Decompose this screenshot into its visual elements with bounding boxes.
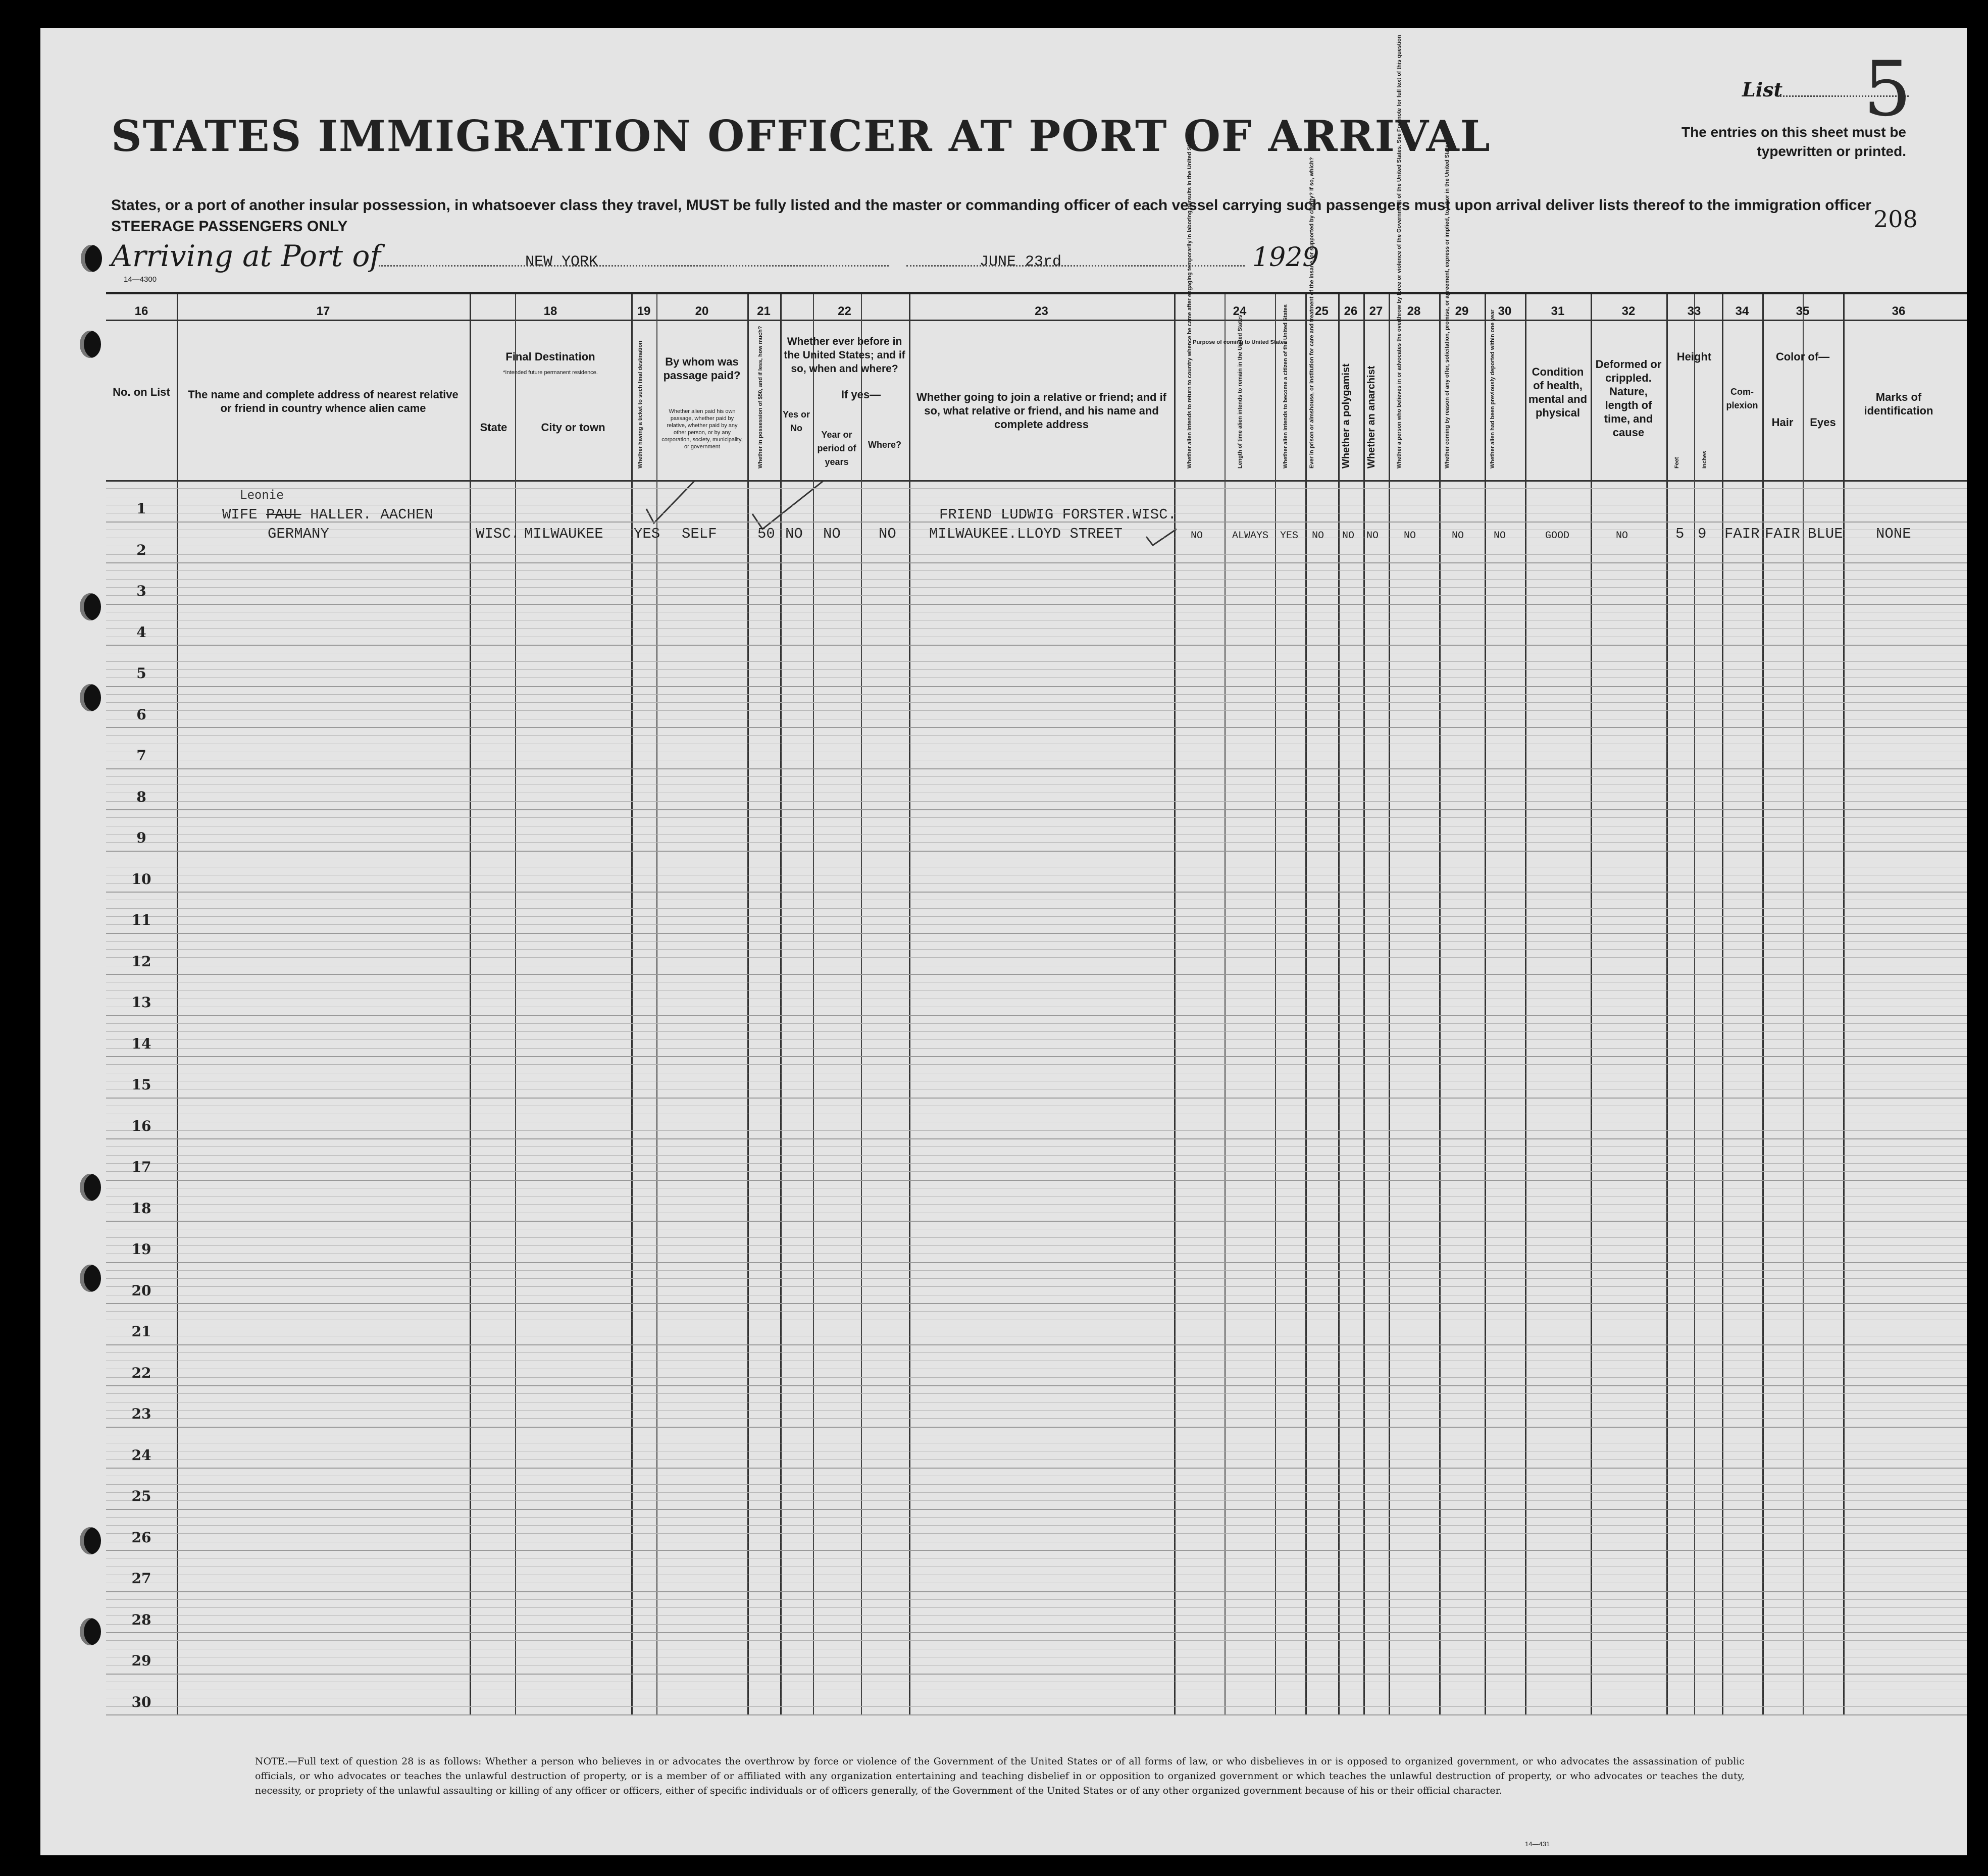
page-title: STATES IMMIGRATION OFFICER AT PORT OF ARRIVAL — [111, 111, 1491, 161]
entry-health: GOOD — [1545, 530, 1570, 542]
header-ticket: Whether having a ticket to such final destination — [637, 340, 643, 468]
ruled-line — [106, 1311, 1967, 1312]
row-number: 9 — [136, 829, 146, 846]
row-divider — [106, 892, 1967, 893]
row-divider — [106, 1180, 1967, 1181]
col-divider — [861, 294, 862, 1715]
col-divider — [909, 294, 910, 1715]
ruled-line — [106, 1517, 1967, 1518]
row-number: 2 — [136, 541, 146, 558]
col-divider — [1275, 294, 1276, 1715]
col-divider — [515, 294, 516, 1715]
entry-eyes: BLUE — [1808, 526, 1843, 542]
col-number: 33 — [1687, 304, 1701, 318]
ruled-line — [106, 587, 1967, 588]
ruled-line — [106, 1270, 1967, 1271]
row-number: 21 — [131, 1323, 151, 1340]
col-number: 18 — [543, 304, 557, 318]
entry-marks: NONE — [1876, 526, 1911, 542]
col-number: 34 — [1735, 304, 1749, 318]
row-number: 11 — [131, 912, 151, 928]
footnote: NOTE.—Full text of question 28 is as follows: Whether a person who believes in or advocates the overthrow by force or violence of the Government of the United States or of all forms of law, or who disbelieves in or is opposed to organized government, or who advocates the assassination of public officials, or who advocates or teaches the unlawful destruction of property, or is a member of or affiliated with any organization entertaining and teaching disbelief in or opposition to organized government or which teaches the unlawful destruction of property, or who advocates or teaches the duty, necessity, or propriety of the unlawful assaulting or killing of any officer or officers, either of specific individuals or of officers generally, of the Government of the United States or of any other organized government because of his or their official character. — [255, 1756, 1745, 1796]
header-deformed: Deformed or crippled. Nature, length of time, and cause — [1595, 358, 1662, 439]
header-top-rule — [106, 320, 1967, 321]
row-divider — [106, 1550, 1967, 1551]
ruled-line — [106, 1500, 1967, 1501]
row-divider — [106, 1591, 1967, 1592]
col-number: 30 — [1498, 304, 1512, 318]
ruled-line — [106, 924, 1967, 925]
page-number: 208 — [1873, 205, 1918, 233]
row-number: 10 — [131, 870, 151, 888]
punch-hole — [80, 1527, 101, 1554]
header-no-on-list: No. on List — [113, 386, 170, 398]
row-number: 6 — [136, 706, 146, 723]
entry-state: WISC. — [476, 526, 520, 542]
header-purpose-citizen: Whether alien intends to become a citizen of the United States — [1283, 304, 1289, 468]
entry-return: NO — [1191, 530, 1203, 542]
year-value: 1929 — [1252, 242, 1319, 273]
col-divider — [1591, 294, 1592, 1715]
entry-deformed: NO — [1616, 530, 1628, 542]
col-number: 16 — [134, 304, 148, 318]
entry-anarchist: NO — [1366, 530, 1379, 542]
entry-joining-line1: FRIEND LUDWIG FORSTER.WISC. — [939, 506, 1177, 523]
ruled-line — [106, 1064, 1967, 1065]
col-number: 22 — [838, 304, 851, 318]
entry-year-period: NO — [823, 526, 841, 542]
ruled-line — [106, 1286, 1967, 1287]
header-purpose-length: Length of time alien intends to remain in the United States — [1237, 315, 1243, 468]
ruled-line — [106, 916, 1967, 917]
ruled-line — [106, 1410, 1967, 1411]
ruled-line — [106, 1484, 1967, 1485]
ruled-line — [106, 1039, 1967, 1040]
header-purpose-return: Whether alien intends to return to country whence he came after engaging temporarily in laboring pursuits in the United States — [1187, 133, 1193, 468]
header-where: Where? — [868, 440, 901, 450]
row-divider — [106, 727, 1967, 728]
col-divider — [1762, 294, 1764, 1715]
row-number: 13 — [131, 994, 151, 1011]
row-divider — [106, 1674, 1967, 1675]
row-number: 5 — [136, 665, 146, 682]
relative-handwritten: Leonie — [240, 488, 284, 502]
col-number: 24 — [1233, 304, 1247, 318]
entry-citizen: YES — [1280, 530, 1299, 542]
row-divider — [106, 1303, 1967, 1304]
entries-note: The entries on this sheet must be typewritten or printed. — [1681, 124, 1906, 159]
header-eyes: Eyes — [1810, 416, 1836, 429]
col-divider — [1803, 294, 1804, 1715]
row-number: 12 — [131, 953, 151, 970]
ruled-line — [106, 570, 1967, 571]
col-divider — [1666, 294, 1668, 1715]
header-q30: Whether alien had been previously deported within one year — [1490, 309, 1496, 468]
entry-city: MILWAUKEE — [524, 526, 603, 542]
relative-struck-name: PAUL — [266, 506, 301, 523]
col-number: 25 — [1315, 304, 1329, 318]
entry-relative-line1 — [222, 506, 433, 523]
col-divider — [177, 294, 178, 1715]
entry-relative-line2: GERMANY — [268, 526, 329, 542]
col-divider — [1843, 294, 1845, 1715]
header-paid-by-note: Whether alien paid his own passage, whether paid by relative, whether paid by any other person, or by any corporation, society, municipality, or government — [661, 408, 743, 450]
entry-joining-line2: MILWAUKEE.LLOYD STREET — [929, 526, 1123, 542]
col-number: 27 — [1369, 304, 1383, 318]
row-divider — [106, 645, 1967, 646]
header-prison: Ever in prison or almshouse, or institution for care and treatment of the insane, or supported by charity? If so, which? — [1309, 157, 1315, 468]
row-number: 26 — [131, 1529, 151, 1546]
ruled-line — [106, 1377, 1967, 1378]
row-divider — [106, 562, 1967, 563]
ruled-line — [106, 1525, 1967, 1526]
row-divider — [106, 1344, 1967, 1345]
header-q29: Whether coming by reason of any offer, solicitation, promise, or agreement, express or implied, to labor in the United States — [1444, 141, 1450, 468]
ruled-line — [106, 1278, 1967, 1279]
ruled-line — [106, 1245, 1967, 1246]
ruled-line — [106, 1023, 1967, 1024]
header-possession: Whether in possession of $50, and if less, how much? — [757, 326, 763, 468]
row-number: 30 — [131, 1693, 151, 1710]
col-number: 36 — [1892, 304, 1906, 318]
ruled-line — [106, 1130, 1967, 1131]
header-hair: Hair — [1771, 416, 1794, 429]
col-divider — [631, 294, 633, 1715]
row-divider — [106, 809, 1967, 810]
ruled-line — [106, 1599, 1967, 1600]
row-number: 24 — [131, 1446, 151, 1464]
row-divider — [106, 933, 1967, 934]
row-divider — [106, 1632, 1967, 1633]
row-divider — [106, 768, 1967, 769]
col-number: 31 — [1551, 304, 1565, 318]
row-divider — [106, 1015, 1967, 1016]
ruled-line — [106, 735, 1967, 736]
row-divider — [106, 1385, 1967, 1386]
row-divider — [106, 851, 1967, 852]
row-divider — [106, 1468, 1967, 1469]
row-number: 7 — [136, 747, 146, 764]
col-divider — [1225, 294, 1226, 1715]
ruled-line — [106, 817, 1967, 818]
punch-hole — [80, 684, 101, 711]
ruled-line — [106, 1492, 1967, 1493]
ruled-line — [106, 776, 1967, 777]
header-feet: Feet — [1674, 457, 1680, 468]
punch-hole — [80, 331, 101, 358]
row-divider — [106, 1221, 1967, 1222]
ruled-line — [106, 1533, 1967, 1534]
ruled-line — [106, 1640, 1967, 1641]
col-number: 23 — [1035, 304, 1048, 318]
col-number: 35 — [1796, 304, 1810, 318]
ruled-line — [106, 941, 1967, 942]
entry-polygamist: NO — [1342, 530, 1355, 542]
ruled-line — [106, 669, 1967, 670]
row-divider — [106, 1427, 1967, 1428]
entry-paid-by: SELF — [682, 526, 717, 542]
row-number: 14 — [131, 1035, 151, 1052]
ruled-line — [106, 842, 1967, 843]
row-number: 8 — [136, 788, 146, 805]
ruled-line — [106, 1624, 1967, 1625]
entry-where: NO — [879, 526, 896, 542]
row-number: 22 — [131, 1364, 151, 1381]
row-divider — [106, 1098, 1967, 1099]
row-number: 27 — [131, 1570, 151, 1587]
col-number: 29 — [1455, 304, 1469, 318]
header-relative-address: The name and complete address of nearest relative or friend in country whence alien came — [188, 388, 458, 414]
header-purpose: Purpose of coming to United States — [1193, 339, 1287, 345]
entry-possession: 50 — [757, 526, 775, 542]
ruled-line — [106, 834, 1967, 835]
ruled-line — [106, 488, 1967, 489]
row-divider — [106, 1056, 1967, 1057]
header-before-in-us: Whether ever before in the United States; and if so, when and where? — [784, 336, 905, 375]
row-number: 23 — [131, 1405, 151, 1422]
entry-inches: 9 — [1698, 526, 1707, 542]
entry-q29: NO — [1452, 530, 1464, 542]
port-dotted-line — [379, 265, 889, 267]
ruled-line — [106, 702, 1967, 703]
steerage-label: STEERAGE PASSENGERS ONLY — [111, 218, 348, 235]
relative-rest: HALLER. AACHEN — [310, 506, 433, 523]
ruled-line — [106, 1607, 1967, 1608]
header-q28: Whether a person who believes in or advocates the overthrow by force or violence of the Government of the United States. See Footnote for full text of this question — [1396, 35, 1402, 468]
row-number: 15 — [131, 1076, 151, 1093]
entry-feet: 5 — [1675, 526, 1685, 542]
header-marks: Marks of identification — [1864, 391, 1933, 417]
row-number: 16 — [131, 1117, 151, 1134]
footnote-code: 14—431 — [1525, 1840, 1550, 1848]
header-yes-no: Yes or No — [782, 409, 810, 433]
col-number: 28 — [1407, 304, 1421, 318]
ruled-line — [106, 554, 1967, 555]
row-number: 28 — [131, 1611, 151, 1628]
entry-ticket: YES — [634, 526, 660, 542]
ruled-line — [106, 1155, 1967, 1156]
row-number: 18 — [131, 1200, 151, 1217]
ruled-line — [106, 1031, 1967, 1032]
ruled-line — [106, 957, 1967, 958]
row-number: 19 — [131, 1241, 151, 1258]
col-divider — [1722, 294, 1723, 1715]
col-divider — [1485, 294, 1486, 1715]
entry-prison: NO — [1312, 530, 1324, 542]
header-color-of: Color of— — [1775, 350, 1830, 363]
ruled-line — [106, 908, 1967, 909]
header-city: City or town — [541, 421, 605, 434]
ruled-line — [106, 1352, 1967, 1353]
ruled-line — [106, 1171, 1967, 1172]
manifest-sheet — [40, 28, 1967, 1855]
date-value: JUNE 23rd — [980, 253, 1062, 271]
col-number: 17 — [316, 304, 330, 318]
list-number: 5 — [1863, 45, 1912, 133]
header-paid-by: By whom was passage paid? — [663, 355, 741, 382]
ruled-line — [106, 1204, 1967, 1205]
relative-prefix: WIFE — [222, 506, 258, 523]
col-number: 20 — [695, 304, 709, 318]
row-number: 17 — [131, 1159, 151, 1175]
row-number: 29 — [131, 1652, 151, 1669]
col-number: 26 — [1344, 304, 1358, 318]
ruled-line — [106, 883, 1967, 884]
ruled-line — [106, 579, 1967, 580]
entry-q30: NO — [1494, 530, 1506, 542]
col-divider — [1305, 294, 1307, 1715]
ruled-line — [106, 1048, 1967, 1049]
ruled-line — [106, 1393, 1967, 1394]
ruled-line — [106, 661, 1967, 662]
punch-hole — [80, 1174, 101, 1201]
ruled-line — [106, 1706, 1967, 1707]
row-number: 25 — [131, 1488, 151, 1504]
col-divider — [1439, 294, 1441, 1715]
row-divider — [106, 1509, 1967, 1510]
ruled-line — [106, 628, 1967, 629]
header-state: State — [480, 421, 507, 434]
col-number: 32 — [1621, 304, 1636, 318]
row-number: 4 — [136, 623, 146, 641]
row-divider — [106, 686, 1967, 687]
row-divider — [106, 1262, 1967, 1263]
form-code: 14—4300 — [124, 275, 157, 284]
col-number: 21 — [757, 304, 771, 318]
col-divider — [1525, 294, 1526, 1715]
arriving-label: Arriving at Port of — [111, 239, 381, 273]
punch-hole — [80, 593, 101, 620]
header-joining: Whether going to join a relative or friend; and if so, what relative or friend, and his name and complete address — [916, 391, 1167, 431]
entry-complexion: FAIR — [1724, 526, 1760, 542]
row-number: 3 — [136, 583, 146, 599]
col-divider — [1363, 294, 1365, 1715]
header-year-period: Year or period of years — [817, 430, 856, 467]
ruled-line — [106, 694, 1967, 695]
ruled-line — [106, 595, 1967, 596]
ruled-line — [106, 1163, 1967, 1164]
col-number: 19 — [637, 304, 651, 318]
ruled-line — [106, 710, 1967, 711]
punch-hole — [80, 1618, 101, 1645]
punch-hole — [81, 245, 102, 272]
port-value: NEW YORK — [525, 253, 598, 271]
entry-q28: NO — [1404, 530, 1416, 542]
ruled-line — [106, 1418, 1967, 1419]
row-divider — [106, 1138, 1967, 1139]
ruled-line — [106, 801, 1967, 802]
entry-hair: FAIR — [1765, 526, 1800, 542]
header-condition: Condition of health, mental and physical — [1528, 366, 1588, 419]
intro-text: States, or a port of another insular possession, in whatsoever class they travel, MUST be fully listed and the master or commanding officer of each vessel carrying such passengers must upon arrival deliver lists thereof to the immigration officer — [111, 197, 1871, 214]
row-divider — [106, 522, 1967, 523]
col-divider — [470, 294, 471, 1715]
entry-length: ALWAYS — [1232, 530, 1269, 542]
header-inches: Inches — [1702, 451, 1708, 468]
row-number: 1 — [136, 500, 146, 517]
header-height: Height — [1676, 350, 1712, 363]
entry-before: NO — [785, 526, 803, 542]
row-number: 20 — [131, 1282, 151, 1299]
header-if-yes: If yes— — [841, 388, 881, 401]
header-complexion: Com-plexion — [1726, 387, 1758, 410]
header-anarchist: Whether an anarchist — [1366, 366, 1377, 468]
list-label: List — [1742, 78, 1783, 101]
date-dotted-line — [906, 265, 1245, 267]
col-divider — [1694, 294, 1695, 1715]
header-bottom-rule — [106, 480, 1967, 482]
header-polygamist: Whether a polygamist — [1341, 363, 1352, 468]
header-final-destination: Final Destination — [505, 350, 595, 363]
row-divider — [106, 604, 1967, 605]
ruled-line — [106, 949, 1967, 950]
ruled-line — [106, 1237, 1967, 1238]
col-divider — [1338, 294, 1340, 1715]
row-divider — [106, 1714, 1967, 1715]
punch-hole — [80, 1265, 101, 1292]
col-divider — [1389, 294, 1390, 1715]
row-divider — [106, 974, 1967, 975]
header-final-destination-note: *Intended future permanent residence. — [503, 370, 598, 376]
